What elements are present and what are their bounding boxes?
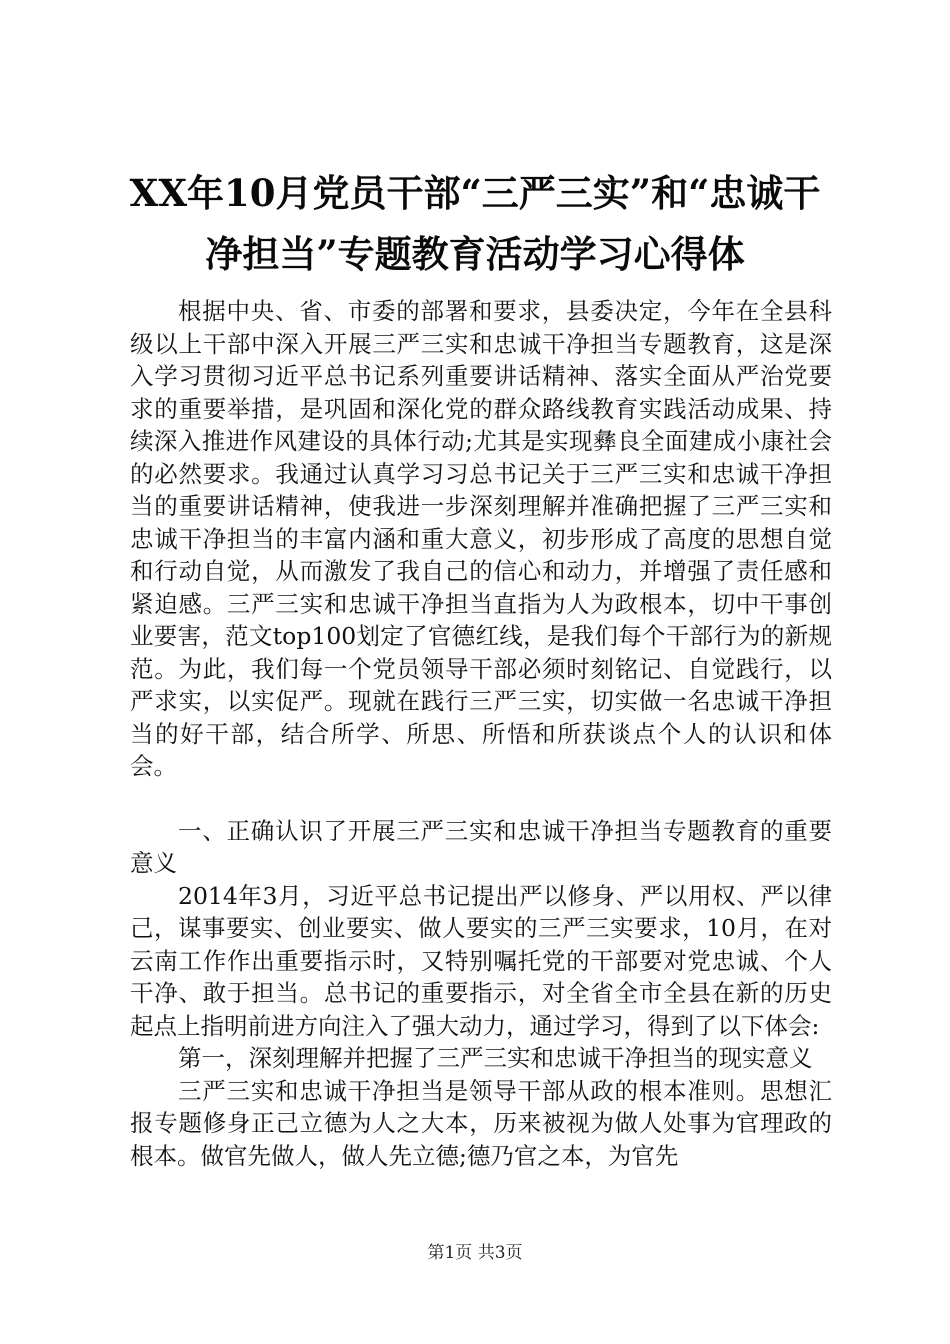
title-line-1: XX年10月党员干部“三严三实”和“忠诚干 (129, 171, 821, 215)
page-number-footer: 第1页 共3页 (427, 1243, 523, 1263)
subsection-heading: 第一，深刻理解并把握了三严三实和忠诚干净担当的现实意义 (178, 1044, 813, 1072)
body-paragraph: 2014年3月，习近平总书记提出严以修身、严以用权、严以律己，谋事要实、创业要实、做人要实的三严三实要求，10月，在对云南工作作出重要指示时，又特别嘱托党的干部要对党忠诚、个人干净、敢于担当。总书记的重要指示，对全省全市全县在新的历史起点上指明前进方向注入了强大动力，通过学习，得到了以下体会: (130, 881, 832, 1040)
intro-paragraph: 根据中央、省、市委的部署和要求，县委决定，今年在全县科级以上干部中深入开展三严三实和忠诚干净担当专题教育，这是深入学习贯彻习近平总书记系列重要讲话精神、落实全面从严治党要求的重要举措，是巩固和深化党的群众路线教育实践活动成果、持续深入推进作风建设的具体行动;尤其是实现彝良全面建成小康社会的必然要求。我通过认真学习习总书记关于三严三实和忠诚干净担当的重要讲话精神，使我进一步深刻理解并准确把握了三严三实和忠诚干净担当的丰富内涵和重大意义，初步形成了高度的思想自觉和行动自觉，从而激发了我自己的信心和动力，并增强了责任感和紧迫感。三严三实和忠诚干净担当直指为人为政根本，切中干事创业要害，范文top100划定了官德红线，是我们每个干部行为的新规范。为此，我们每一个党员领导干部必须时刻铭记、自觉践行，以严求实，以实促严。现就在践行三严三实，切实做一名忠诚干净担当的好干部，结合所学、所思、所悟和所获谈点个人的认识和体会。 (130, 297, 832, 780)
title-line-2: 净担当”专题教育活动学习心得体 (205, 232, 745, 276)
document-body (130, 295, 832, 1172)
section-heading: 一、正确认识了开展三严三实和忠诚干净担当专题教育的重要意义 (130, 816, 832, 877)
document-title (100, 163, 850, 285)
body-paragraph: 三严三实和忠诚干净担当是领导干部从政的根本准则。思想汇报专题修身正己立德为人之大本，历来被视为做人处事为官理政的根本。做官先做人，做人先立德;德乃官之本，为官先 (130, 1076, 832, 1170)
